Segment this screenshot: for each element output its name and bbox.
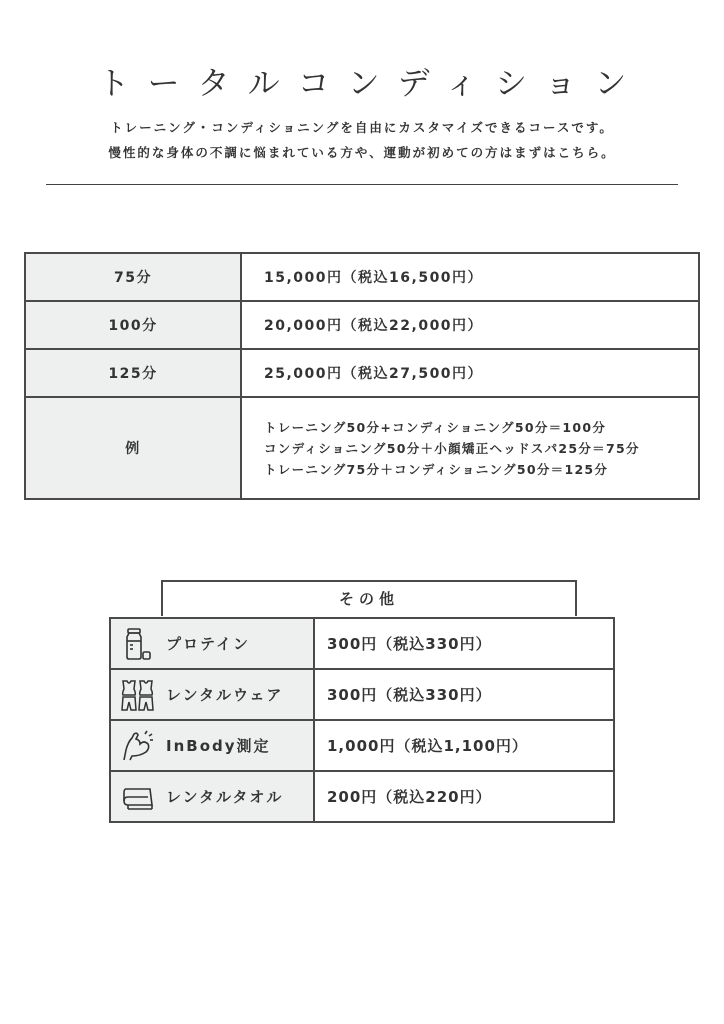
divider	[46, 184, 678, 185]
price-row-125	[25, 349, 699, 397]
example-label: 例	[25, 397, 241, 499]
other-row-protein	[110, 618, 614, 669]
duration-label: 125分	[25, 349, 241, 397]
other-row-wear	[110, 669, 614, 720]
item-cell	[110, 720, 314, 771]
item-name: InBody測定	[166, 737, 271, 755]
item-price: 200円（税込220円）	[314, 771, 614, 822]
duration-label: 100分	[25, 301, 241, 349]
intro-line-1: トレーニング・コンディショニングを自由にカスタマイズできるコースです。	[110, 120, 614, 135]
rental-wear-icon	[118, 677, 158, 713]
intro-line-2: 慢性的な身体の不調に悩まれている方や、運動が初めての方はまずはこちら。	[108, 145, 616, 160]
item-cell	[110, 618, 314, 669]
duration-label: 75分	[25, 253, 241, 301]
price-table	[24, 252, 700, 500]
price-row-100	[25, 301, 699, 349]
page-title: トータルコンディション	[97, 64, 645, 102]
towel-icon	[118, 779, 158, 815]
price-value: 25,000円（税込27,500円）	[241, 349, 699, 397]
item-name: プロテイン	[166, 635, 250, 653]
muscle-arm-icon	[118, 728, 158, 764]
protein-shaker-icon	[118, 626, 158, 662]
item-name: レンタルタオル	[166, 788, 284, 806]
example-line: トレーニング75分＋コンディショニング50分＝125分	[264, 461, 609, 477]
other-heading: その他	[161, 580, 577, 616]
item-price: 1,000円（税込1,100円）	[314, 720, 614, 771]
price-row-75	[25, 253, 699, 301]
item-cell	[110, 669, 314, 720]
item-cell	[110, 771, 314, 822]
other-row-inbody	[110, 720, 614, 771]
example-text	[241, 397, 699, 499]
example-row	[25, 397, 699, 499]
other-row-towel	[110, 771, 614, 822]
item-price: 300円（税込330円）	[314, 618, 614, 669]
price-value: 20,000円（税込22,000円）	[241, 301, 699, 349]
example-line: コンディショニング50分＋小顔矯正ヘッドスパ25分＝75分	[264, 440, 640, 456]
example-line: トレーニング50分+コンディショニング50分＝100分	[264, 419, 607, 435]
other-table	[109, 617, 615, 823]
price-value: 15,000円（税込16,500円）	[241, 253, 699, 301]
item-price: 300円（税込330円）	[314, 669, 614, 720]
item-name: レンタルウェア	[166, 686, 284, 704]
